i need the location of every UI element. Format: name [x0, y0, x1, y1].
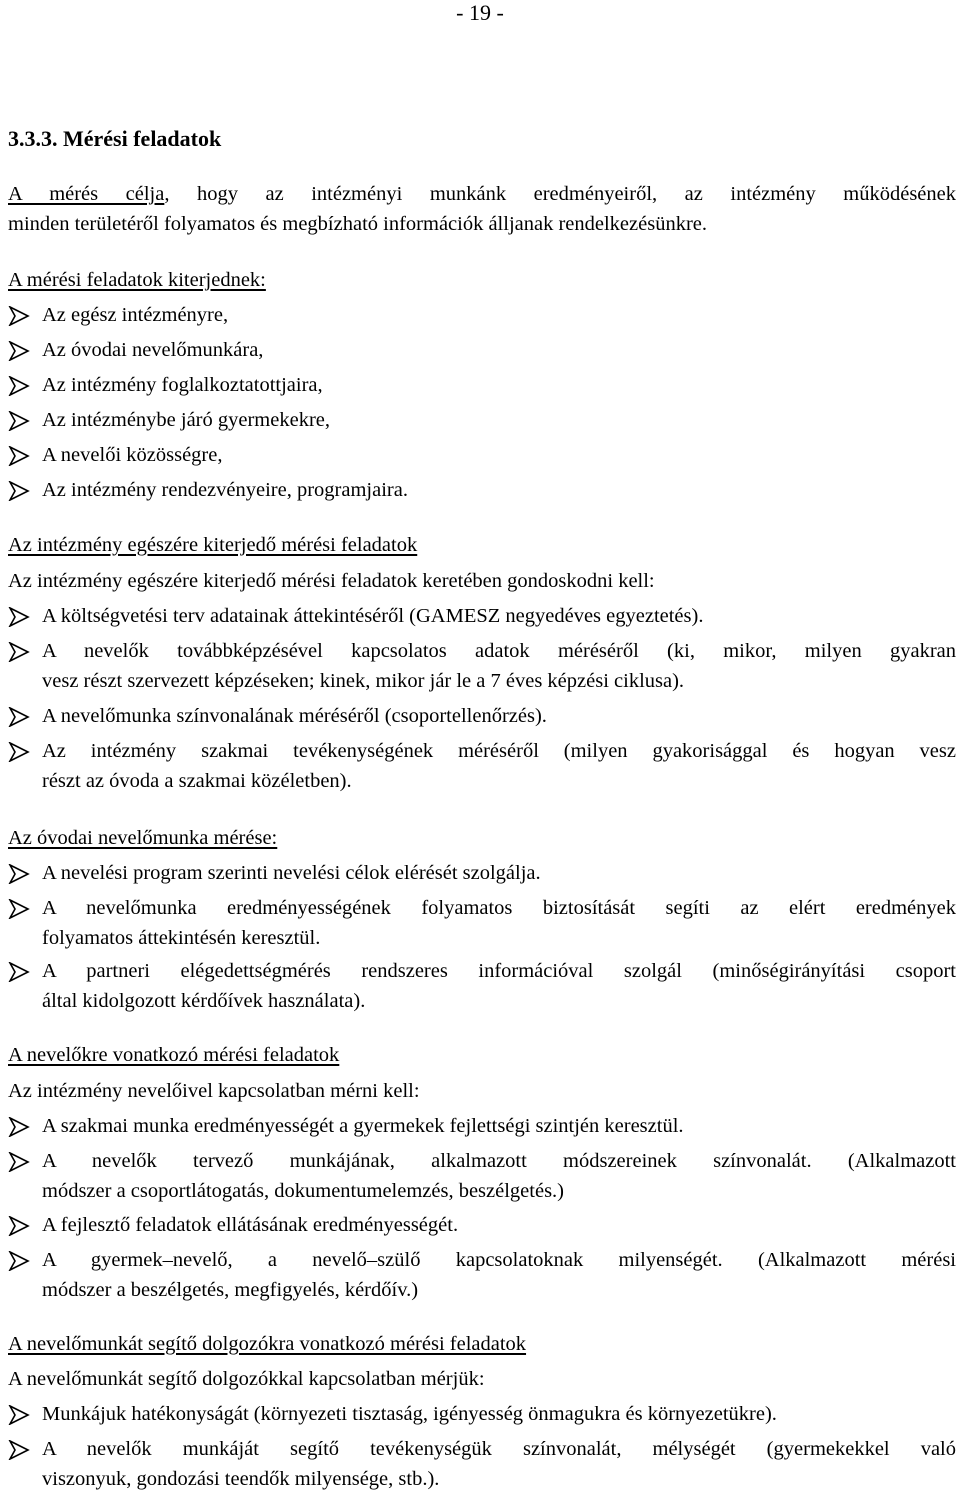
- assistants-item-2-line-1: A nevelők munkáját segítő tevékenységük színvonalát, mélységét (gyermekekkel való: [42, 1438, 956, 1460]
- intro-line-2: minden területéről folyamatos és megbízható információk álljanak rendelkezésünkre.: [8, 213, 708, 235]
- section-whole-title: Az intézmény egészére kiterjedő mérési feladatok: [8, 534, 418, 556]
- bullet-arrow-icon: [8, 481, 32, 501]
- bullet-arrow-icon: [8, 1152, 32, 1172]
- scope-title: A mérési feladatok kiterjednek:: [8, 269, 266, 291]
- kindergarten-item-2-line-1: A nevelőmunka eredményességének folyamatos biztosítását segíti az elért eredmények: [42, 897, 956, 919]
- scope-item-1-line-1: Az egész intézményre,: [42, 304, 229, 326]
- section-teachers-title: A nevelőkre vonatkozó mérési feladatok: [8, 1044, 340, 1066]
- whole-item-2-line-1: A nevelők továbbképzésével kapcsolatos adatok méréséről (ki, mikor, milyen gyakran: [42, 640, 956, 662]
- scope-item-4-line-1: Az intézménybe járó gyermekekre,: [42, 409, 331, 431]
- bullet-arrow-icon: [8, 376, 32, 396]
- scope-item-5-line-1: A nevelői közösségre,: [42, 444, 223, 466]
- bullet-arrow-icon: [8, 864, 32, 884]
- assistants-item-2-line-2: viszonyuk, gondozási teendők milyensége, stb.).: [42, 1468, 440, 1490]
- bullet-arrow-icon: [8, 1251, 32, 1271]
- whole-item-4-line-2: részt az óvoda a szakmai közéletben).: [42, 770, 352, 792]
- intro-line-1: [8, 181, 956, 207]
- whole-item-1-line-1: A költségvetési terv adatainak áttekintéséről (GAMESZ negyedéves egyeztetés).: [42, 605, 704, 627]
- scope-item-3-line-1: Az intézmény foglalkoztatottjaira,: [42, 374, 323, 396]
- kindergarten-item-3-line-1: A partneri elégedettségmérés rendszeres információval szolgál (minőségirányítási csoport: [42, 960, 956, 982]
- bullet-arrow-icon: [8, 642, 32, 662]
- section-kindergarten-title: Az óvodai nevelőmunka mérése:: [8, 827, 278, 849]
- bullet-arrow-icon: [8, 962, 32, 982]
- teachers-item-2-line-2: módszer a csoportlátogatás, dokumentumelemzés, beszélgetés.): [42, 1180, 564, 1202]
- bullet-arrow-icon: [8, 707, 32, 727]
- whole-item-4-line-1: Az intézmény szakmai tevékenységének méréséről (milyen gyakorisággal és hogyan vesz: [42, 740, 956, 762]
- teachers-item-4-line-1: A gyermek–nevelő, a nevelő–szülő kapcsolatoknak milyenségét. (Alkalmazott mérési: [42, 1249, 956, 1271]
- bullet-arrow-icon: [8, 1405, 32, 1425]
- teachers-item-3-line-1: A fejlesztő feladatok ellátásának eredményességét.: [42, 1214, 459, 1236]
- assistants-item-1-line-1: Munkájuk hatékonyságát (környezeti tisztaság, igényesség önmagukra és környezetükre).: [42, 1403, 777, 1425]
- section-heading: 3.3.3. Mérési feladatok: [8, 126, 222, 151]
- bullet-arrow-icon: [8, 1440, 32, 1460]
- bullet-arrow-icon: [8, 1117, 32, 1137]
- whole-item-3-line-1: A nevelőmunka színvonalának méréséről (csoportellenőrzés).: [42, 705, 547, 727]
- kindergarten-item-2-line-2: folyamatos áttekintésén keresztül.: [42, 927, 321, 949]
- bullet-arrow-icon: [8, 1216, 32, 1236]
- teachers-item-2-line-1: A nevelők tervező munkájának, alkalmazott módszereinek színvonalát. (Alkalmazott: [42, 1150, 956, 1172]
- bullet-arrow-icon: [8, 306, 32, 326]
- page-number: - 19 -: [456, 0, 504, 25]
- scope-item-6-line-1: Az intézmény rendezvényeire, programjaira.: [42, 479, 408, 501]
- kindergarten-item-3-line-2: által kidolgozott kérdőívek használata).: [42, 990, 366, 1012]
- bullet-arrow-icon: [8, 446, 32, 466]
- whole-item-2-line-2: vesz részt szervezett képzéseken; kinek, mikor jár le a 7 éves képzési ciklusa).: [42, 670, 685, 692]
- section-whole-lead: Az intézmény egészére kiterjedő mérési feladatok keretében gondoskodni kell:: [8, 570, 655, 592]
- section-assistants-lead: A nevelőmunkát segítő dolgozókkal kapcsolatban mérjük:: [8, 1368, 485, 1390]
- teachers-item-4-line-2: módszer a beszélgetés, megfigyelés, kérdőív.): [42, 1279, 419, 1301]
- bullet-arrow-icon: [8, 341, 32, 361]
- intro-underlined-phrase: A mérés célja: [8, 183, 165, 205]
- section-teachers-lead: Az intézmény nevelőivel kapcsolatban mérni kell:: [8, 1080, 420, 1102]
- intro-line-1-rest: , hogy az intézményi munkánk eredményeiről, az intézmény működésének: [164, 183, 956, 205]
- teachers-item-1-line-1: A szakmai munka eredményességét a gyermekek fejlettségi szintjén keresztül.: [42, 1115, 684, 1137]
- section-assistants-title: A nevelőmunkát segítő dolgozókra vonatkozó mérési feladatok: [8, 1333, 527, 1355]
- bullet-arrow-icon: [8, 607, 32, 627]
- kindergarten-item-1-line-1: A nevelési program szerinti nevelési célok elérését szolgálja.: [42, 862, 541, 884]
- bullet-arrow-icon: [8, 411, 32, 431]
- bullet-arrow-icon: [8, 742, 32, 762]
- scope-item-2-line-1: Az óvodai nevelőmunkára,: [42, 339, 264, 361]
- bullet-arrow-icon: [8, 899, 32, 919]
